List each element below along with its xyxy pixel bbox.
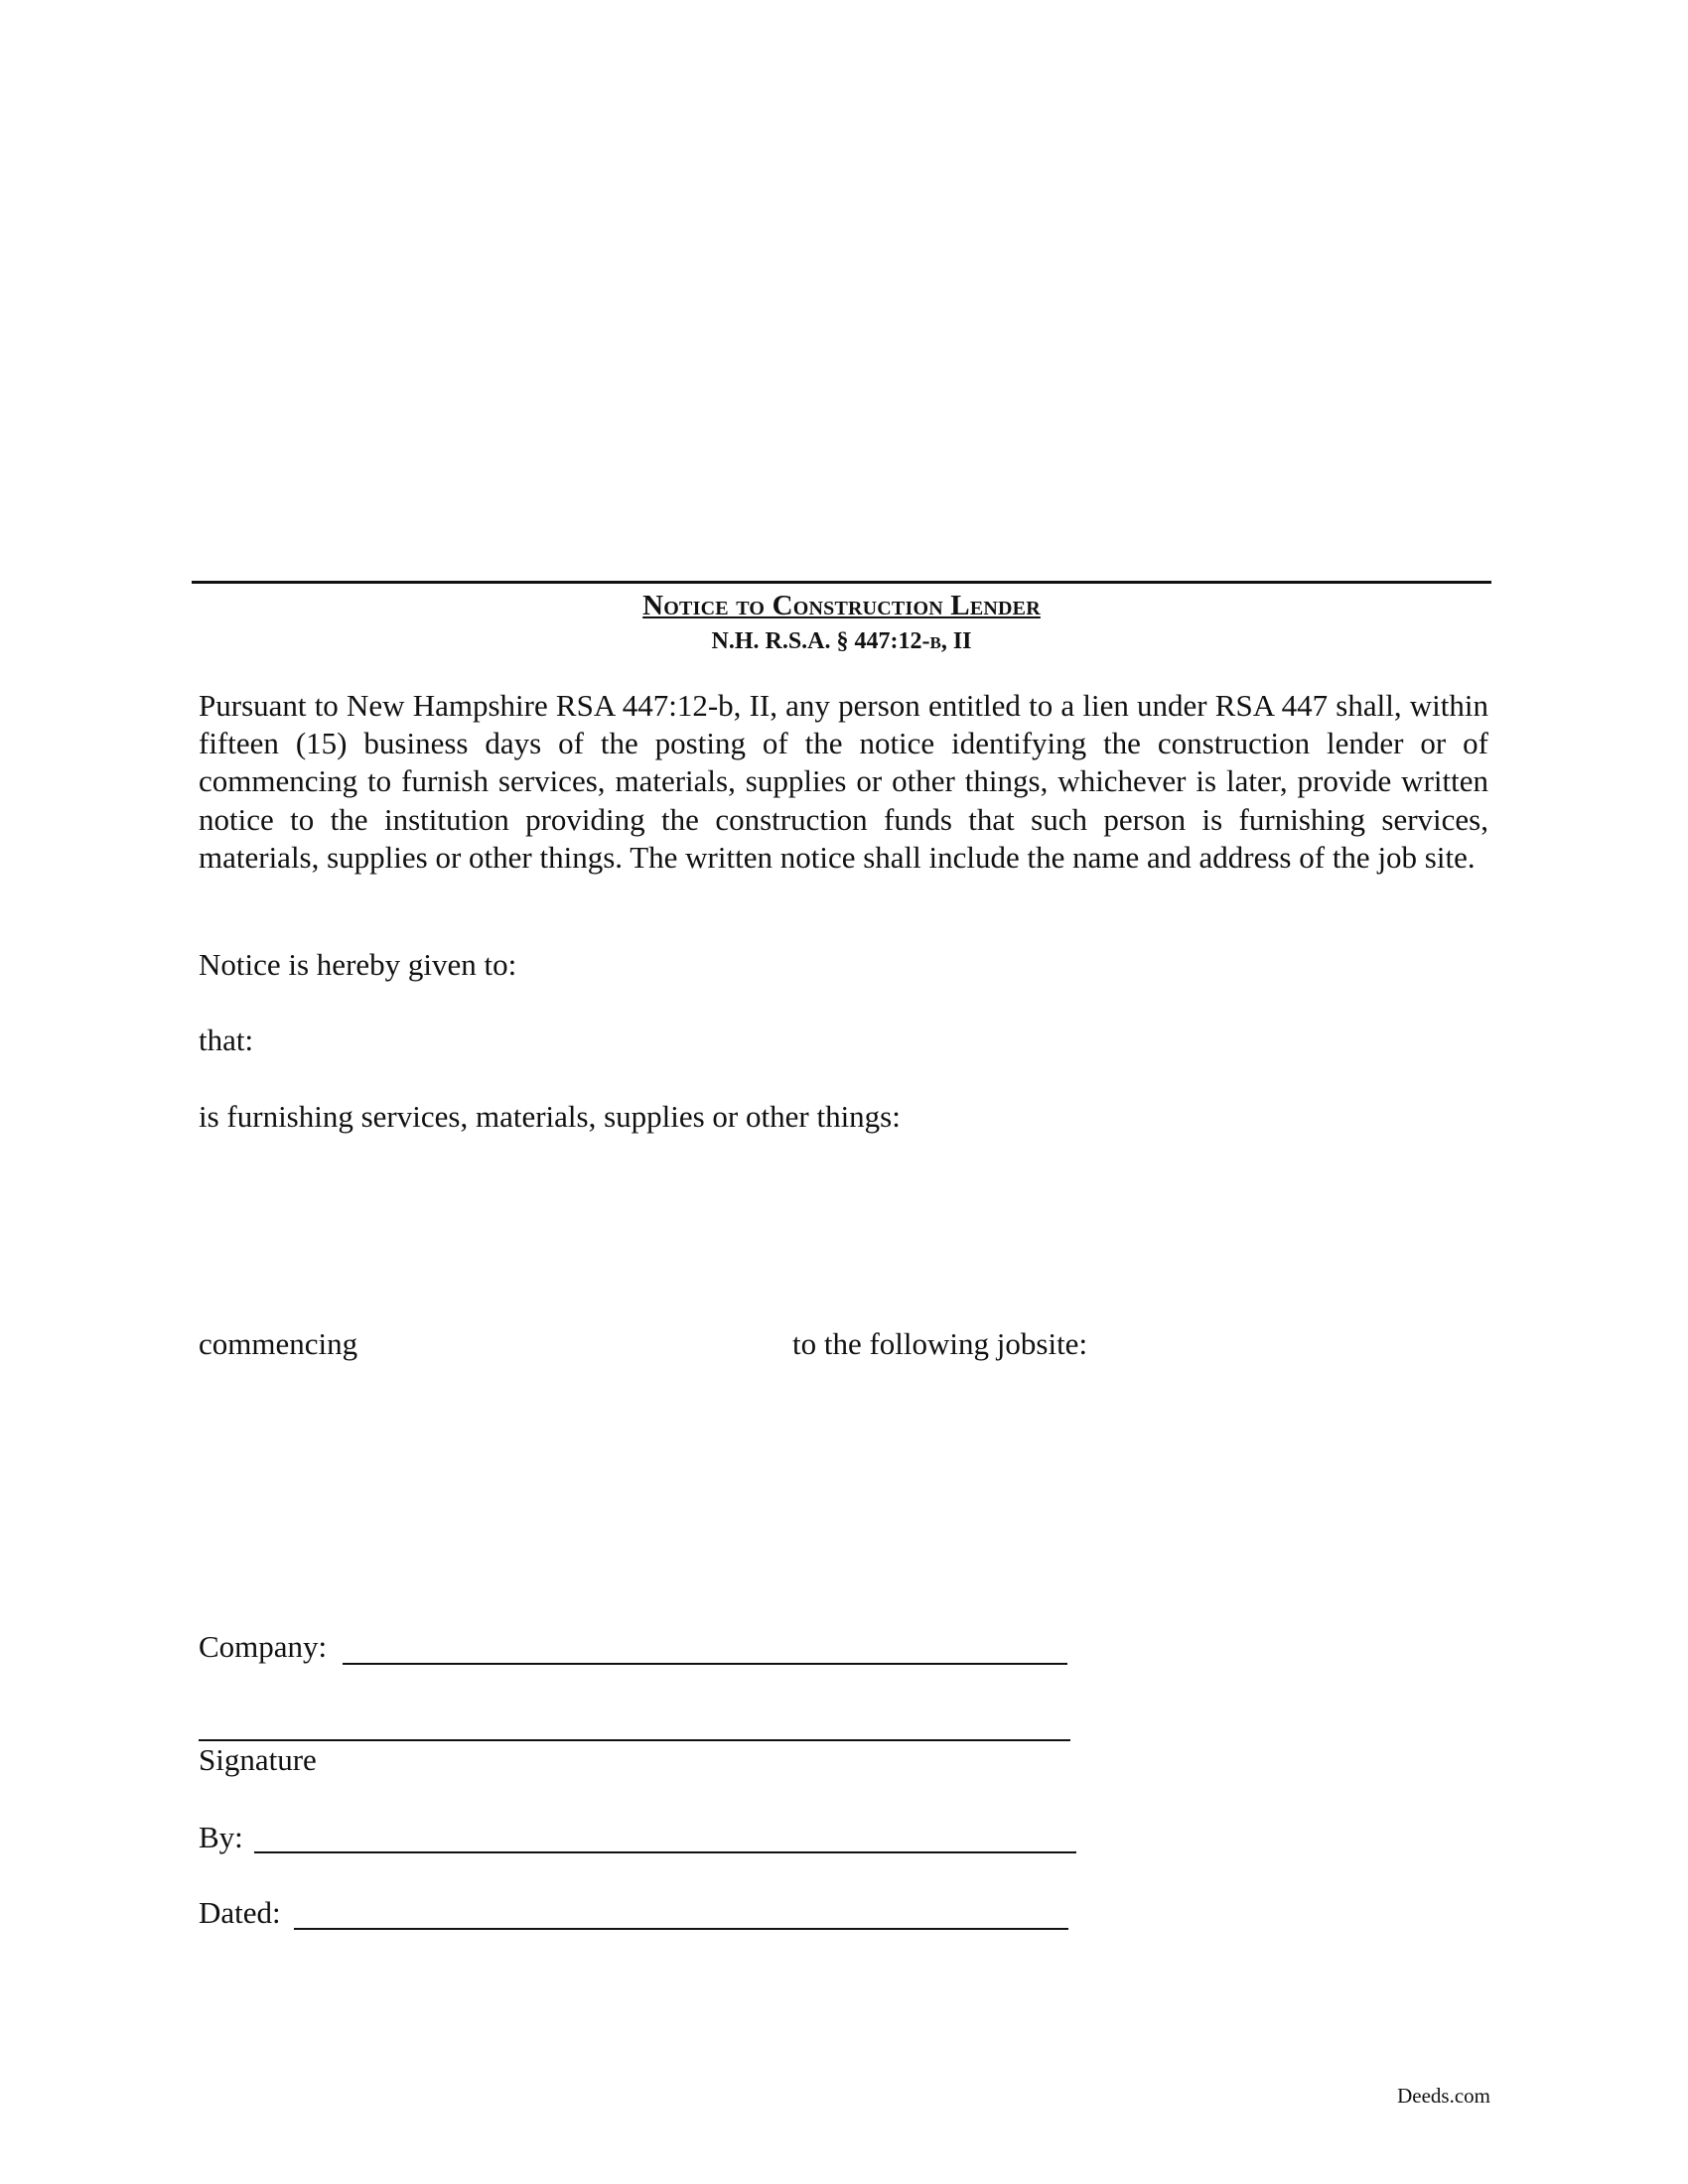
by-label: By:	[199, 1820, 243, 1854]
footer-source: Deeds.com	[1397, 2084, 1490, 2108]
company-label: Company:	[199, 1629, 328, 1664]
signature-label: Signature	[199, 1742, 317, 1777]
dated-field[interactable]	[294, 1928, 1068, 1930]
furnishing-label: is furnishing services, materials, supplies or other things:	[199, 1099, 901, 1134]
by-field[interactable]	[254, 1851, 1076, 1853]
header-rule	[192, 581, 1491, 584]
intro-paragraph: Pursuant to New Hampshire RSA 447:12-b, II, any person entitled to a lien under RSA 447 shall, within fifteen (15) business days of the posting of the notice identifying the construction lender or of commencing to furnish services, materials, supplies or other things, whichever is later, provide written notice to the institution providing the construction funds that such person is furnishing services, materials, supplies or other things. The written notice shall include the name and address of the job site.	[199, 688, 1488, 875]
notice-given-to-label: Notice is hereby given to:	[199, 947, 517, 982]
signature-field[interactable]	[199, 1739, 1070, 1741]
jobsite-label: to the following jobsite:	[792, 1326, 1088, 1361]
dated-label: Dated:	[199, 1895, 281, 1930]
document-title: Notice to Construction Lender	[642, 590, 1041, 621]
company-field[interactable]	[343, 1663, 1067, 1665]
commencing-label: commencing	[199, 1326, 358, 1361]
that-label: that:	[199, 1023, 254, 1057]
statute-citation: N.H. R.S.A. § 447:12-b, II	[711, 628, 972, 654]
